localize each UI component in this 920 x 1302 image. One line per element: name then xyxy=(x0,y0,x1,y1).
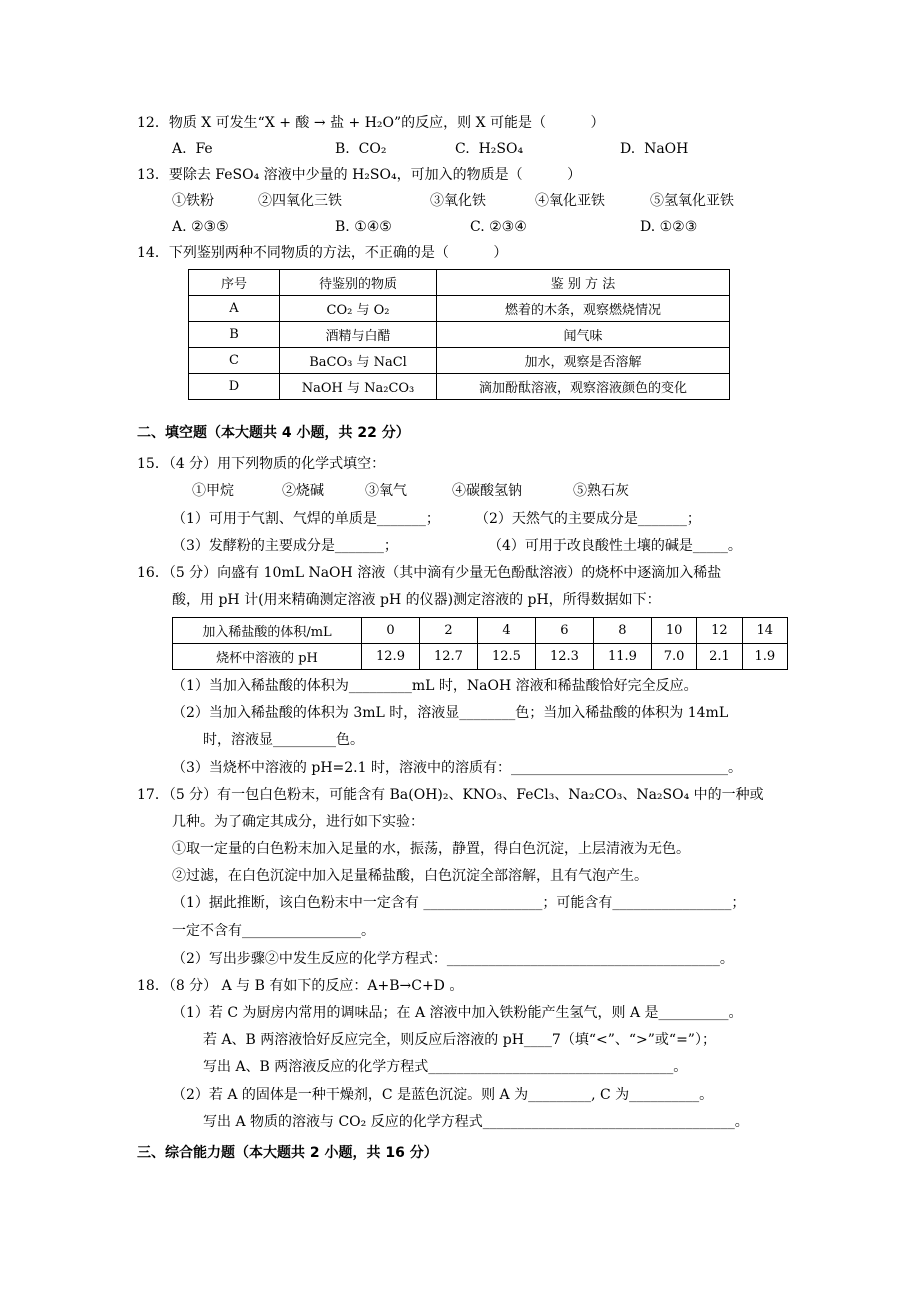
q16-ph-cell: 11.9 xyxy=(593,644,651,670)
table-row xyxy=(189,348,730,374)
q13-item-3: ③氧化铁 xyxy=(430,193,486,209)
q18-sub-1b: 若 A、B 两溶液恰好反应完全，则反应后溶液的 pH____7（填“<”、“>”或“=”）； xyxy=(203,1032,716,1048)
q16-ph-cell: 12.3 xyxy=(535,644,593,670)
q16-line-1: 16．（5 分）向盛有 10mL NaOH 溶液（其中滴有少量无色酚酞溶液）的烧杯中逐滴加入稀盐 xyxy=(137,565,722,581)
q15-item-2: ②烧碱 xyxy=(282,483,324,499)
q14-cell: BaCO₃ 与 NaCl xyxy=(280,348,437,374)
q18-stem: 18．（8 分） A 与 B 有如下的反应：A+B→C+D 。 xyxy=(137,978,464,994)
q16-row-label-volume: 加入稀盐酸的体积/mL xyxy=(173,618,362,644)
q16-volume-cell: 12 xyxy=(697,618,742,644)
q17-step-2: ②过滤，在白色沉淀中加入足量稀盐酸，白色沉淀全部溶解，且有气泡产生。 xyxy=(172,868,648,884)
q16-ph-cell: 1.9 xyxy=(742,644,787,670)
q14-header-method: 鉴 别 方 法 xyxy=(437,270,730,296)
q18-sub-2b: 写出 A 物质的溶液与 CO₂ 反应的化学方程式____________________________________。 xyxy=(203,1114,749,1130)
section-2-title: 二、填空题（本大题共 4 小题，共 22 分） xyxy=(137,425,410,441)
q17-sub-2: （2）写出步骤②中发生反应的化学方程式：_______________________________________。 xyxy=(172,951,734,967)
q13-item-4: ④氧化亚铁 xyxy=(535,193,605,209)
q16-volume-cell: 14 xyxy=(742,618,787,644)
q16-volume-cell: 4 xyxy=(477,618,535,644)
q16-volume-cell: 6 xyxy=(535,618,593,644)
q16-volume-cell: 10 xyxy=(651,618,696,644)
q18-sub-1a: （1）若 C 为厨房内常用的调味品；在 A 溶液中加入铁粉能产生氢气，则 A 是__________。 xyxy=(172,1005,743,1021)
table-row xyxy=(189,296,730,322)
q14-cell: B xyxy=(189,322,280,348)
q17-line-1: 17．（5 分）有一包白色粉末，可能含有 Ba(OH)₂、KNO₃、FeCl₃、Na₂CO₃、Na₂SO₄ 中的一种或 xyxy=(137,787,764,803)
table-row xyxy=(173,618,788,644)
table-row xyxy=(173,644,788,670)
q16-volume-cell: 8 xyxy=(593,618,651,644)
q12-stem: 12．物质 X 可发生“X + 酸 → 盐 + H₂O”的反应，则 X 可能是（ ） xyxy=(137,115,605,131)
q14-cell: CO₂ 与 O₂ xyxy=(280,296,437,322)
q15-sub-1: （1）可用于气割、气焊的单质是_______； xyxy=(172,511,440,527)
q16-ph-cell: 12.5 xyxy=(477,644,535,670)
q16-data-table xyxy=(172,617,788,670)
q13-item-2: ②四氧化三铁 xyxy=(258,193,342,209)
q14-cell: A xyxy=(189,296,280,322)
q13-option-b: B. ①④⑤ xyxy=(335,219,392,235)
q15-item-5: ⑤熟石灰 xyxy=(573,483,629,499)
q14-cell: 滴加酚酞溶液，观察溶液颜色的变化 xyxy=(437,374,730,400)
q16-ph-cell: 12.9 xyxy=(362,644,420,670)
q13-option-a: A. ②③⑤ xyxy=(172,219,229,235)
q16-line-2: 酸，用 pH 计(用来精确测定溶液 pH 的仪器)测定溶液的 pH，所得数据如下： xyxy=(172,592,661,608)
q15-item-3: ③氧气 xyxy=(365,483,407,499)
q14-cell: C xyxy=(189,348,280,374)
q16-sub-1: （1）当加入稀盐酸的体积为_________mL 时，NaOH 溶液和稀盐酸恰好完全反应。 xyxy=(172,678,698,694)
q14-cell: 闻气味 xyxy=(437,322,730,348)
q16-volume-cell: 0 xyxy=(362,618,420,644)
table-row xyxy=(189,374,730,400)
q15-item-4: ④碳酸氢钠 xyxy=(452,483,522,499)
q14-cell: 酒精与白醋 xyxy=(280,322,437,348)
q12-option-a: A. Fe xyxy=(172,141,213,157)
q15-sub-4: （4）可用于改良酸性土壤的碱是_____。 xyxy=(488,538,742,554)
q14-header-substances: 待鉴别的物质 xyxy=(280,270,437,296)
q14-cell: NaOH 与 Na₂CO₃ xyxy=(280,374,437,400)
q16-volume-cell: 2 xyxy=(419,618,477,644)
q16-sub-2a: （2）当加入稀盐酸的体积为 3mL 时，溶液显________色；当加入稀盐酸的体积为 14mL xyxy=(172,705,729,721)
q15-sub-3: （3）发酵粉的主要成分是_______； xyxy=(172,538,398,554)
q16-ph-cell: 7.0 xyxy=(651,644,696,670)
q16-sub-2b: 时，溶液显_________色。 xyxy=(203,732,364,748)
table-row xyxy=(189,322,730,348)
q17-sub-1b: 一定不含有_________________。 xyxy=(172,923,375,939)
q13-stem: 13．要除去 FeSO₄ 溶液中少量的 H₂SO₄，可加入的物质是（ ） xyxy=(137,167,582,183)
q16-row-label-ph: 烧杯中溶液的 pH xyxy=(173,644,362,670)
q14-cell: D xyxy=(189,374,280,400)
q12-option-b: B. CO₂ xyxy=(335,141,387,157)
q17-line-2: 几种。为了确定其成分，进行如下实验： xyxy=(172,814,424,830)
q14-header-index: 序号 xyxy=(189,270,280,296)
q13-item-1: ①铁粉 xyxy=(172,193,214,209)
q16-ph-cell: 2.1 xyxy=(697,644,742,670)
q16-sub-3: （3）当烧杯中溶液的 pH=2.1 时，溶液中的溶质有：_______________________________。 xyxy=(172,760,742,776)
q14-cell: 加水，观察是否溶解 xyxy=(437,348,730,374)
q12-option-c: C. H₂SO₄ xyxy=(455,141,524,157)
q16-ph-cell: 12.7 xyxy=(419,644,477,670)
q15-item-1: ①甲烷 xyxy=(192,483,234,499)
q13-option-d: D. ①②③ xyxy=(640,219,698,235)
section-3-title: 三、综合能力题（本大题共 2 小题，共 16 分） xyxy=(137,1145,438,1161)
q13-item-5: ⑤氢氧化亚铁 xyxy=(650,193,734,209)
q18-sub-2a: （2）若 A 的固体是一种干燥剂，C 是蓝色沉淀。则 A 为_________, C 为__________。 xyxy=(172,1087,714,1103)
q13-option-c: C. ②③④ xyxy=(470,219,527,235)
q17-step-1: ①取一定量的白色粉末加入足量的水，振荡，静置，得白色沉淀，上层清液为无色。 xyxy=(172,841,690,857)
q18-sub-1c: 写出 A、B 两溶液反应的化学方程式___________________________________。 xyxy=(203,1059,688,1075)
q14-stem: 14．下列鉴别两种不同物质的方法，不正确的是（ ） xyxy=(137,245,508,261)
q14-table-header xyxy=(189,270,730,296)
q17-sub-1a: （1）据此推断，该白色粉末中一定含有 _________________；可能含有_________________； xyxy=(172,895,746,911)
q15-sub-2: （2）天然气的主要成分是_______； xyxy=(475,511,701,527)
q14-cell: 燃着的木条，观察燃烧情况 xyxy=(437,296,730,322)
q15-stem: 15．（4 分）用下列物质的化学式填空： xyxy=(137,456,386,472)
q14-table xyxy=(188,269,730,400)
q12-option-d: D. NaOH xyxy=(620,141,689,157)
